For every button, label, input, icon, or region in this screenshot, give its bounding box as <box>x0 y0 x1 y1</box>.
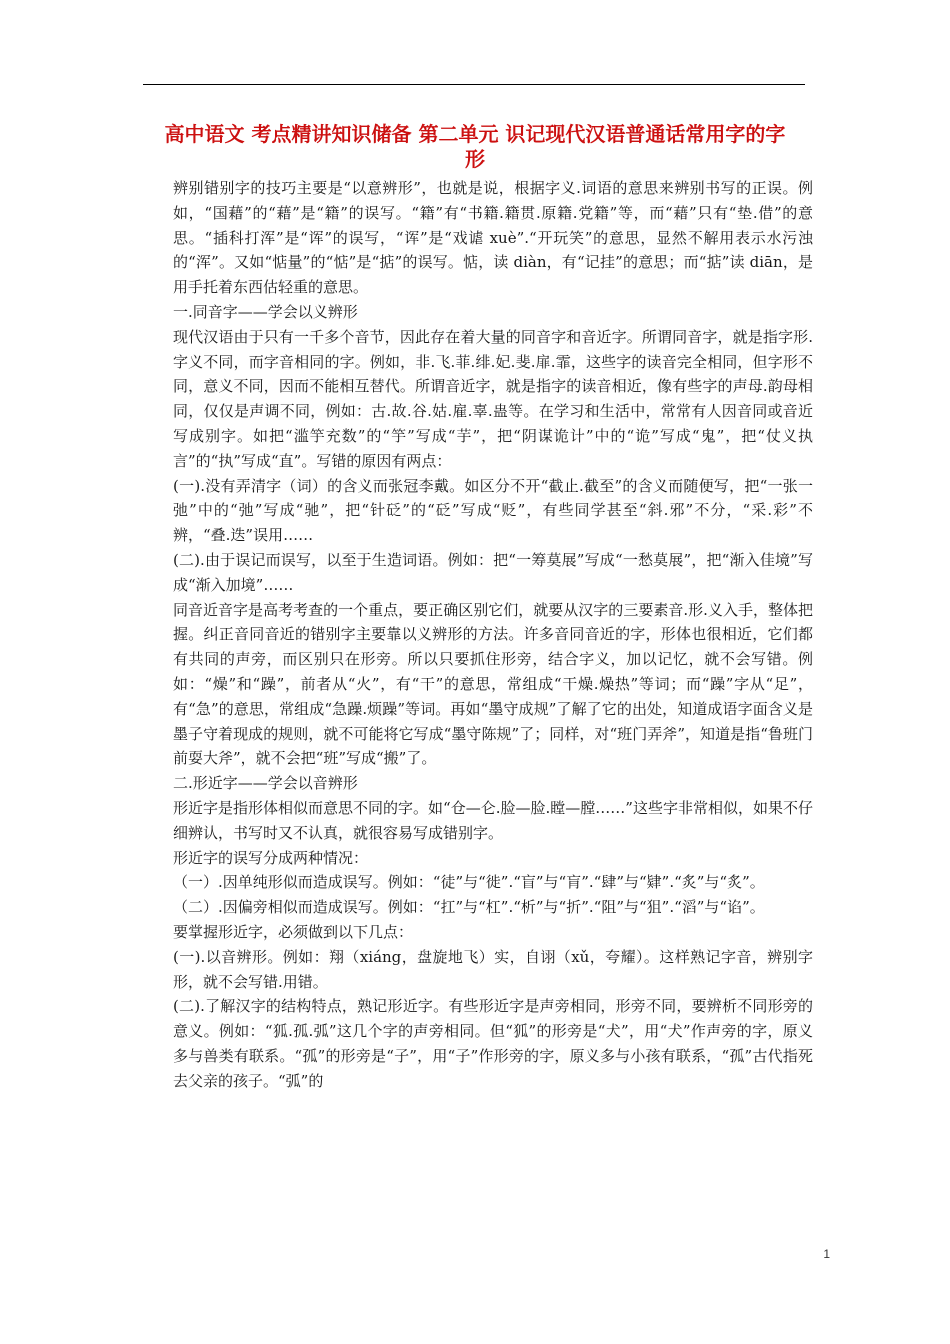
paragraph: 形近字的误写分成两种情况： <box>173 848 369 867</box>
paragraph: 辨别错别字的技巧主要是“以意辨形”，也就是说，根据字义.词语的意思来辨别书写的正误。例如，“国藉”的“藉”是“籍”的误写。“籍”有“书籍.籍贯.原籍.党籍”等，而“藉”只有“垫.借”的意思。“插科打浑”是“诨”的误写，“诨”是“戏谑 xuè”.“开玩笑”的意思，显然不解用表示水污浊的“浑”。又如“惦量”的“惦”是“掂”的误写。惦，读 diàn，有“记挂”的意思；而“掂”读 diān，是用手托着东西估轻重的意思。 <box>173 179 813 297</box>
paragraph: 要掌握形近字，必须做到以下几点： <box>173 922 414 941</box>
paragraph: （一）.因单纯形似而造成误写。例如：“徒”与“徙”.“盲”与“肓”.“肆”与“肄”.“炙”与“炙”。 <box>173 873 765 892</box>
paragraph: (二).了解汉字的结构特点，熟记形近字。有些形近字是声旁相同，形旁不同，要辨析不同形旁的意义。例如：“狐.孤.弧”这几个字的声旁相同。但“狐”的形旁是“犬”，用“犬”作声旁的字，原义多与兽类有联系。“孤”的形旁是“子”，用“子”作形旁的字，原义多与小孩有联系，“孤”古代指死去父亲的孩子。“弧”的 <box>173 997 813 1090</box>
document-title: 高中语文 考点精讲知识储备 第二单元 识记现代汉语普通话常用字的字形 <box>164 122 786 171</box>
section-heading: 二.形近字——学会以音辨形 <box>173 774 358 793</box>
paragraph: (二).由于误记而误写，以至于生造词语。例如：把“一筹莫展”写成“一愁莫展”，把“渐入佳境”写成“渐入加境”…… <box>173 550 813 594</box>
paragraph: 现代汉语由于只有一千多个音节，因此存在着大量的同音字和音近字。所谓同音字，就是指字形.字义不同，而字音相同的字。例如，非.飞.菲.绯.妃.斐.扉.霏，这些字的读音完全相同，但字形不同，意义不同，因而不能相互替代。所谓音近字，就是指字的读音相近，像有些字的声母.韵母相同，仅仅是声调不同，例如：古.故.谷.姑.雇.辜.蛊等。在学习和生活中，常常有人因音同或音近写成别字。如把“滥竽充数”的“竽”写成“芋”，把“阴谋诡计”中的“诡”写成“鬼”，把“仗义执言”的“执”写成“直”。写错的原因有两点： <box>173 327 813 470</box>
page-number: 1 <box>823 1247 830 1261</box>
document-body <box>173 176 813 1093</box>
paragraph: （二）.因偏旁相似而造成误写。例如：“扛”与“杠”.“析”与“折”.“阻”与“狙”.“滔”与“谄”。 <box>173 898 765 917</box>
section-heading: 一.同音字——学会以义辨形 <box>173 302 358 321</box>
paragraph: (一).以音辨形。例如：翔（xiáng，盘旋地飞）实，自诩（xǔ，夸耀）。这样熟记字音，辨别字形，就不会写错.用错。 <box>173 947 813 991</box>
header-rule <box>143 84 805 85</box>
paragraph: (一).没有弄清字（词）的含义而张冠李戴。如区分不开“截止.截至”的含义而随便写，把“一张一弛”中的“弛”写成“驰”，把“针砭”的“砭”写成“贬”，有些同学甚至“斜.邪”不分，“采.彩”不辨，“叠.迭”误用…… <box>173 476 813 545</box>
paragraph: 同音近音字是高考考查的一个重点，要正确区别它们，就要从汉字的三要素音.形.义入手，整体把握。纠正音同音近的错别字主要靠以义辨形的方法。许多音同音近的字，形体也很相近，它们都有共同的声旁，而区别只在形旁。所以只要抓住形旁，结合字义，加以记忆，就不会写错。例如：“燥”和“躁”，前者从“火”，有“干”的意思，常组成“干燥.燥热”等词；而“躁”字从“足”，有“急”的意思，常组成“急躁.烦躁”等词。再如“墨守成规”了解了它的出处，知道成语字面含义是墨子守着现成的规则，就不可能将它写成“墨守陈规”了；同样，对“班门弄斧”，知道是指“鲁班门前耍大斧”，就不会把“班”写成“搬”了。 <box>173 600 813 768</box>
paragraph: 形近字是指形体相似而意思不同的字。如“仓—仑.脸—脸.瞠—膛……”这些字非常相似，如果不仔细辨认，书写时又不认真，就很容易写成错别字。 <box>173 798 813 842</box>
